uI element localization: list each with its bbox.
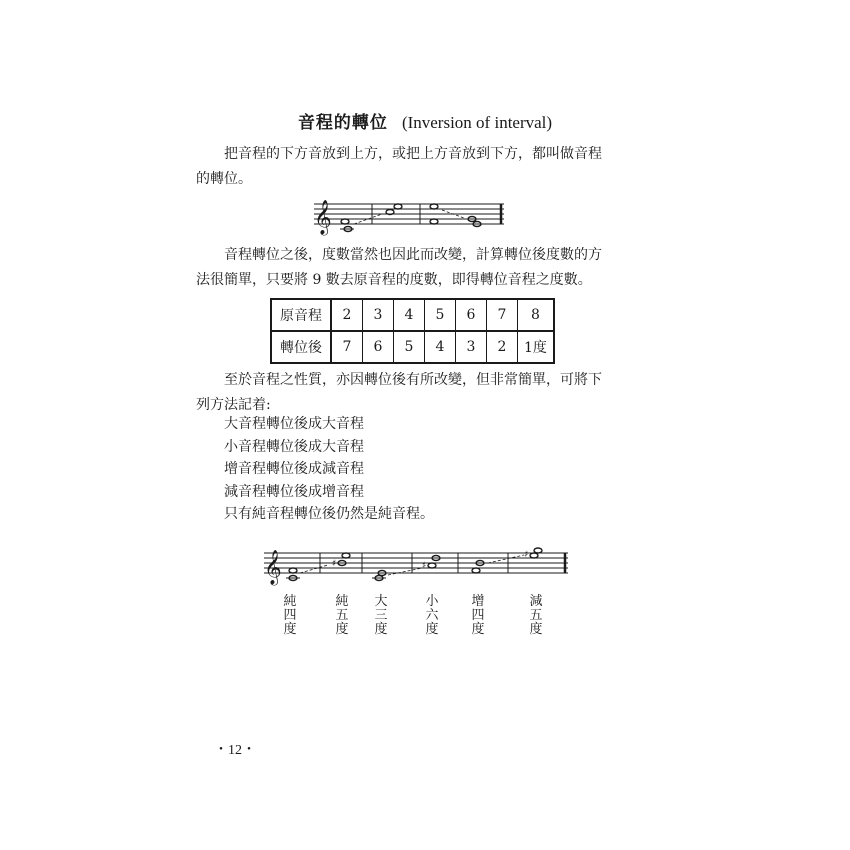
table-cell: 6: [456, 299, 487, 331]
sharp-icon: ♯: [422, 561, 427, 571]
table-cell: 4: [425, 331, 456, 363]
paragraph-line: 的轉位。: [196, 171, 252, 187]
title-zh: 音程的轉位: [297, 113, 388, 133]
interval-label: 純 四 度: [283, 594, 297, 637]
inversion-table: [270, 298, 555, 364]
table-cell: 5: [394, 331, 425, 363]
title-en: (Inversion of interval): [401, 113, 553, 132]
rule-item: 小音程轉位後成大音程: [224, 438, 364, 455]
rule-item: 大音程轉位後成大音程: [224, 416, 364, 432]
interval-label: 小 六 度: [425, 594, 439, 637]
paragraph-quality: [196, 368, 640, 418]
table-row: [271, 331, 554, 363]
table-cell: 2: [331, 299, 363, 331]
rule-item: 減音程轉位後成增音程: [224, 483, 364, 500]
rule-list: [224, 413, 434, 526]
table-cell: 8: [518, 299, 554, 331]
interval-label: 減 五 度: [529, 594, 543, 637]
paragraph-line: 音程轉位之後，度數當然也因此而改變，計算轉位後度數的方: [224, 247, 602, 263]
section-title: [0, 108, 850, 133]
table-cell: 3: [363, 299, 394, 331]
table-cell: 7: [331, 331, 363, 363]
paragraph-line: 法很簡單，只要將 9 數去原音程的度數，即得轉位音程之度數。: [196, 272, 592, 288]
interval-label: 純 五 度: [335, 594, 349, 637]
table-cell: 3: [456, 331, 487, 363]
paragraph-line: 列方法記着:: [196, 397, 271, 413]
rule-item: 增音程轉位後成減音程: [224, 461, 364, 477]
table-cell: 6: [363, 331, 394, 363]
music-staff-example-1: [312, 196, 508, 236]
page-number: ・12・: [214, 743, 256, 758]
table-row: [271, 299, 554, 331]
paragraph-calculation: [196, 243, 640, 293]
table-cell: 4: [394, 299, 425, 331]
treble-clef-icon: 𝄞: [264, 550, 282, 585]
table-cell: 5: [425, 299, 456, 331]
music-staff-example-2: [262, 541, 572, 589]
table-row-label: 轉位後: [271, 331, 331, 363]
table-cell: 1度: [518, 331, 554, 363]
interval-label: 大 三 度: [374, 594, 388, 637]
table-row-label: 原音程: [271, 299, 331, 331]
rule-item: 只有純音程轉位後仍然是純音程。: [224, 506, 434, 522]
paragraph-line: 把音程的下方音放到上方，或把上方音放到下方，都叫做音程: [224, 146, 602, 162]
table-cell: 7: [487, 299, 518, 331]
sharp-icon: ♯: [524, 550, 529, 560]
interval-label: 增 四 度: [471, 594, 485, 637]
paragraph-line: 至於音程之性質，亦因轉位後有所改變，但非常簡單，可將下: [224, 372, 602, 388]
treble-clef-icon: 𝄞: [314, 200, 332, 235]
paragraph-definition: [196, 142, 640, 192]
table-cell: 2: [487, 331, 518, 363]
sharp-icon: ♯: [332, 559, 337, 569]
